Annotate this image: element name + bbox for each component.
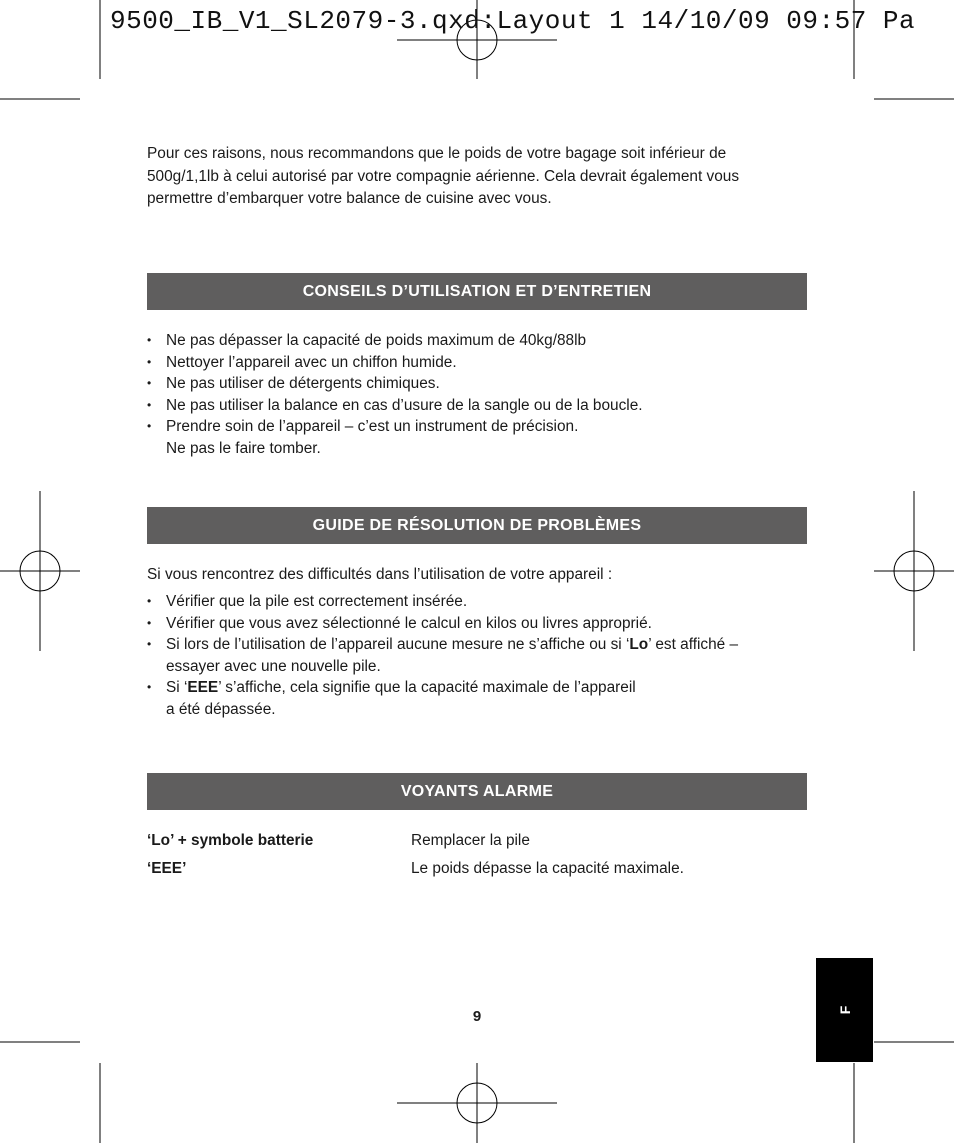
- troubleshooting-section-heading: GUIDE DE RÉSOLUTION DE PROBLÈMES: [147, 507, 807, 544]
- language-tab-letter: F: [836, 1005, 853, 1015]
- troubleshooting-list: [147, 591, 812, 721]
- page-number: 9: [472, 1008, 482, 1025]
- intro-line: Pour ces raisons, nous recommandons que le poids de votre bagage soit inférieur de: [147, 145, 727, 162]
- list-item-text: essayer avec une nouvelle pile.: [166, 657, 381, 675]
- list-item: [147, 416, 812, 459]
- list-item-text: ’ s’affiche, cela signifie que la capacité maximale de l’appareil: [218, 679, 636, 697]
- file-slug-line: 9500_IB_V1_SL2079-3.qxd:Layout 1 14/10/09 09:57 Pa: [110, 6, 916, 36]
- list-item: [147, 677, 812, 720]
- error-code-eee: EEE: [187, 679, 219, 697]
- care-list: [147, 330, 812, 460]
- list-item: • Nettoyer l’appareil avec un chiffon humide.: [147, 352, 812, 374]
- list-item-text: Prendre soin de l’appareil – c’est un instrument de précision.: [166, 418, 579, 436]
- intro-line: permettre d’embarquer votre balance de cuisine avec vous.: [147, 190, 552, 207]
- list-item-text: a été dépassée.: [166, 700, 276, 718]
- list-item: [147, 634, 812, 677]
- list-item-text: ’ est affiché –: [648, 636, 739, 654]
- list-item-text: Si lors de l’utilisation de l’appareil aucune mesure ne s’affiche ou si ‘: [166, 636, 630, 654]
- list-item: • Vérifier que vous avez sélectionné le calcul en kilos ou livres approprié.: [147, 613, 812, 635]
- alarm-code: ‘EEE’: [147, 860, 187, 877]
- list-item: • Ne pas dépasser la capacité de poids maximum de 40kg/88lb: [147, 330, 812, 352]
- alarm-code: ‘Lo’ + symbole batterie: [147, 832, 314, 849]
- list-item-text: Si ‘: [166, 679, 188, 697]
- list-item: • Ne pas utiliser la balance en cas d’usure de la sangle ou de la boucle.: [147, 395, 812, 417]
- list-item-text: Ne pas le faire tomber.: [166, 439, 321, 457]
- error-code-lo: Lo: [629, 636, 649, 654]
- care-section-heading: CONSEILS D’UTILISATION ET D’ENTRETIEN: [147, 273, 807, 310]
- alarm-description: Remplacer la pile: [411, 832, 530, 849]
- intro-paragraph: [147, 143, 812, 211]
- alarm-description: Le poids dépasse la capacité maximale.: [411, 860, 684, 877]
- alarms-section-heading: VOYANTS ALARME: [147, 773, 807, 810]
- list-item: • Ne pas utiliser de détergents chimiques.: [147, 373, 812, 395]
- intro-line: 500g/1,1lb à celui autorisé par votre compagnie aérienne. Cela devrait également vous: [147, 167, 740, 185]
- troubleshooting-intro: Si vous rencontrez des difficultés dans l’utilisation de votre appareil :: [147, 566, 613, 583]
- list-item: • Vérifier que la pile est correctement insérée.: [147, 591, 812, 613]
- language-tab: [816, 958, 873, 1062]
